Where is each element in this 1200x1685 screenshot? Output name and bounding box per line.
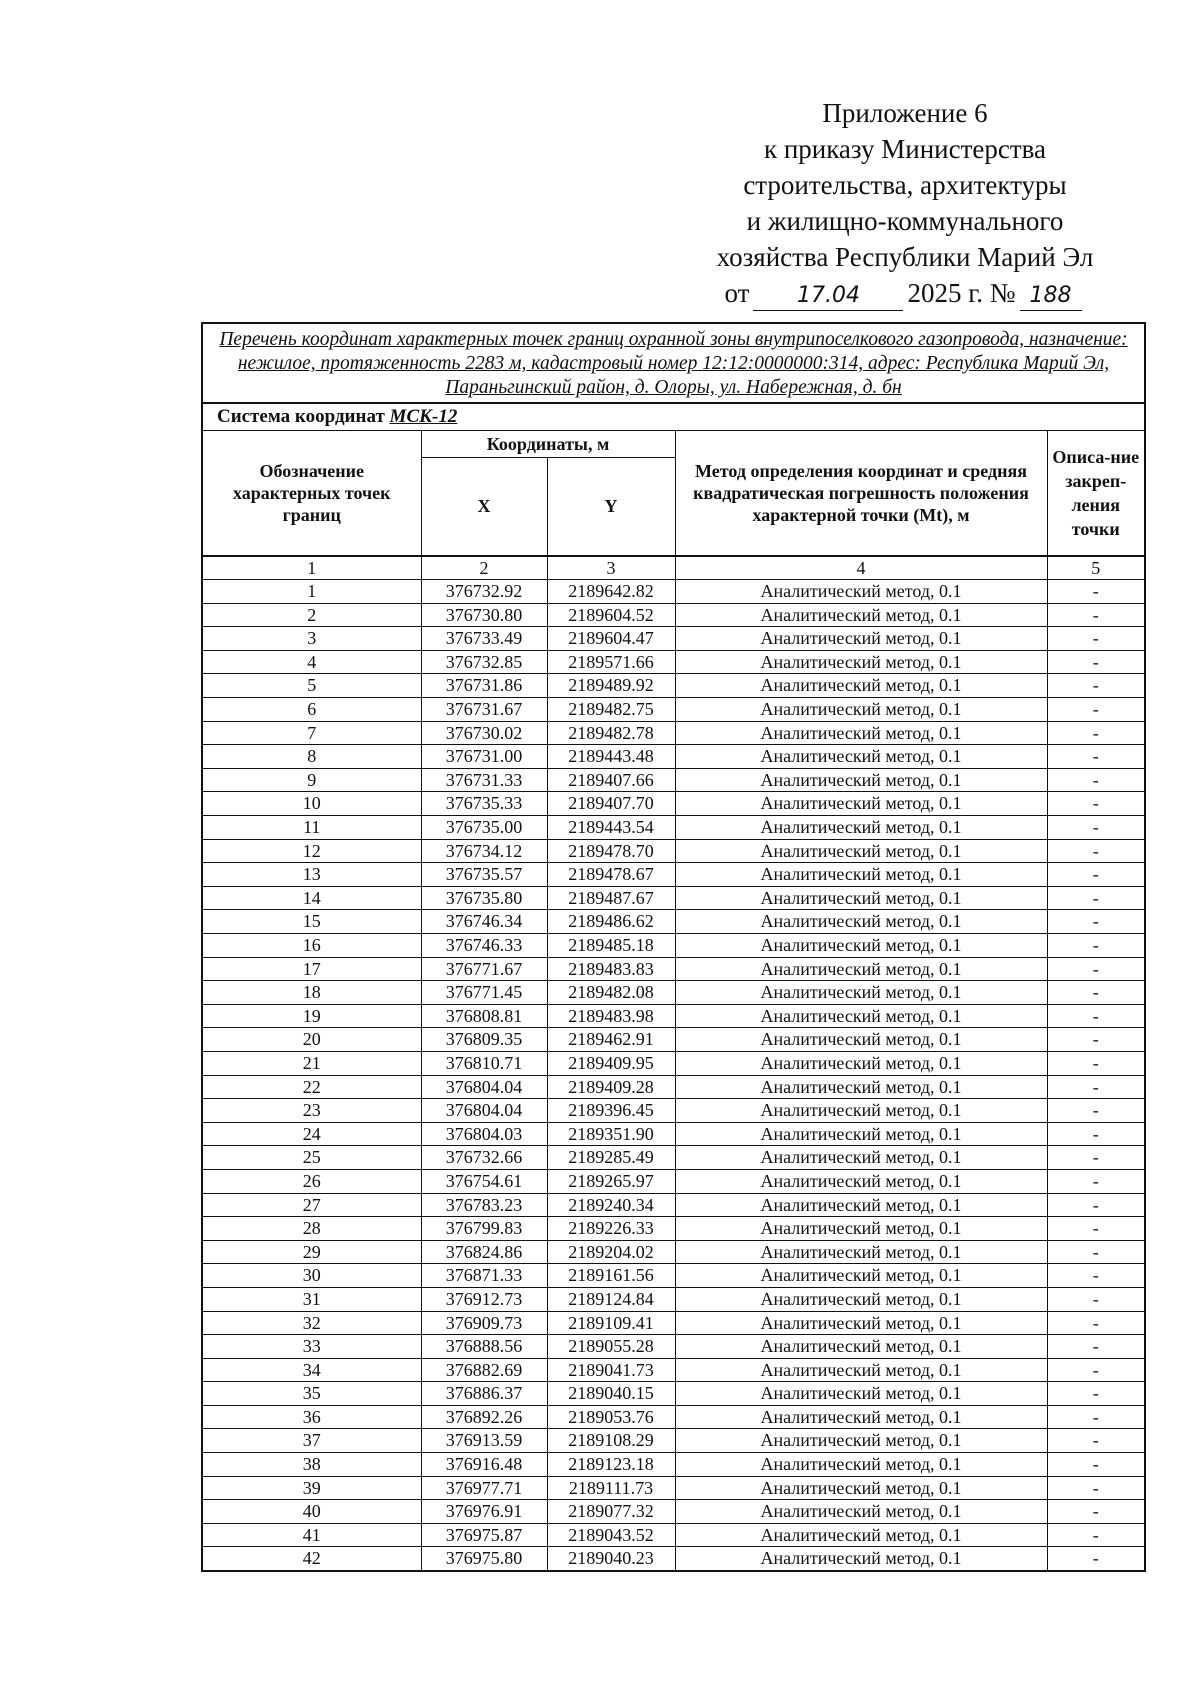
y-coordinate-cell: 2189407.66: [547, 768, 675, 792]
y-coordinate-cell: 2189482.75: [547, 698, 675, 722]
method-cell: Аналитический метод, 0.1: [675, 839, 1047, 863]
point-number-cell: 19: [203, 1004, 421, 1028]
method-cell: Аналитический метод, 0.1: [675, 603, 1047, 627]
y-coordinate-cell: 2189482.08: [547, 981, 675, 1005]
point-number-cell: 40: [203, 1500, 421, 1524]
table-row: [203, 698, 1144, 722]
table-row: [203, 1453, 1144, 1477]
point-number-cell: 16: [203, 934, 421, 958]
point-number-cell: 31: [203, 1287, 421, 1311]
coordinates-table-frame: [201, 322, 1146, 1572]
table-row: [203, 1382, 1144, 1406]
y-coordinate-cell: 2189487.67: [547, 886, 675, 910]
method-cell: Аналитический метод, 0.1: [675, 580, 1047, 604]
x-coordinate-cell: 376735.57: [421, 863, 547, 887]
y-coordinate-cell: 2189478.67: [547, 863, 675, 887]
description-cell: -: [1047, 603, 1144, 627]
point-number-cell: 30: [203, 1264, 421, 1288]
description-cell: -: [1047, 981, 1144, 1005]
table-row: [203, 1500, 1144, 1524]
description-cell: -: [1047, 1075, 1144, 1099]
y-coordinate-cell: 2189396.45: [547, 1099, 675, 1123]
description-cell: -: [1047, 1146, 1144, 1170]
table-row: [203, 1358, 1144, 1382]
description-cell: -: [1047, 1193, 1144, 1217]
point-number-cell: 34: [203, 1358, 421, 1382]
order-date-handwritten: 17.04: [753, 282, 903, 311]
description-cell: -: [1047, 1500, 1144, 1524]
y-coordinate-cell: 2189077.32: [547, 1500, 675, 1524]
y-coordinate-cell: 2189041.73: [547, 1358, 675, 1382]
x-coordinate-cell: 376735.00: [421, 816, 547, 840]
method-cell: Аналитический метод, 0.1: [675, 1075, 1047, 1099]
table-row: [203, 886, 1144, 910]
description-cell: -: [1047, 1122, 1144, 1146]
y-coordinate-cell: 2189409.28: [547, 1075, 675, 1099]
description-cell: -: [1047, 1004, 1144, 1028]
point-number-cell: 38: [203, 1453, 421, 1477]
method-cell: Аналитический метод, 0.1: [675, 792, 1047, 816]
table-row: [203, 863, 1144, 887]
method-cell: Аналитический метод, 0.1: [675, 934, 1047, 958]
point-number-cell: 1: [203, 580, 421, 604]
y-coordinate-cell: 2189204.02: [547, 1240, 675, 1264]
description-cell: -: [1047, 1453, 1144, 1477]
x-coordinate-cell: 376824.86: [421, 1240, 547, 1264]
point-number-cell: 26: [203, 1169, 421, 1193]
description-cell: -: [1047, 934, 1144, 958]
point-number-cell: 27: [203, 1193, 421, 1217]
point-number-cell: 20: [203, 1028, 421, 1052]
point-number-cell: 24: [203, 1122, 421, 1146]
method-cell: Аналитический метод, 0.1: [675, 957, 1047, 981]
x-coordinate-cell: 376731.00: [421, 745, 547, 769]
y-coordinate-cell: 2189483.83: [547, 957, 675, 981]
x-coordinate-cell: 376804.03: [421, 1122, 547, 1146]
method-cell: Аналитический метод, 0.1: [675, 1193, 1047, 1217]
y-coordinate-cell: 2189483.98: [547, 1004, 675, 1028]
col-number: 5: [1047, 556, 1144, 580]
description-cell: -: [1047, 816, 1144, 840]
description-cell: -: [1047, 1476, 1144, 1500]
y-coordinate-cell: 2189043.52: [547, 1523, 675, 1547]
point-number-cell: 7: [203, 721, 421, 745]
point-number-cell: 12: [203, 839, 421, 863]
description-cell: -: [1047, 1311, 1144, 1335]
table-row: [203, 1217, 1144, 1241]
col-number: 1: [203, 556, 421, 580]
method-cell: Аналитический метод, 0.1: [675, 1146, 1047, 1170]
method-cell: Аналитический метод, 0.1: [675, 1264, 1047, 1288]
table-row: [203, 1193, 1144, 1217]
description-cell: -: [1047, 910, 1144, 934]
description-cell: -: [1047, 1264, 1144, 1288]
point-number-cell: 29: [203, 1240, 421, 1264]
header-method: Метод определения координат и средняя квадратическая погрешность положения характерной точки (Mt), м: [675, 431, 1047, 556]
y-coordinate-cell: 2189108.29: [547, 1429, 675, 1453]
x-coordinate-cell: 376810.71: [421, 1051, 547, 1075]
point-number-cell: 25: [203, 1146, 421, 1170]
y-coordinate-cell: 2189124.84: [547, 1287, 675, 1311]
x-coordinate-cell: 376731.67: [421, 698, 547, 722]
description-cell: -: [1047, 792, 1144, 816]
point-number-cell: 36: [203, 1405, 421, 1429]
point-number-cell: 22: [203, 1075, 421, 1099]
col-number: 3: [547, 556, 675, 580]
method-cell: Аналитический метод, 0.1: [675, 1405, 1047, 1429]
x-coordinate-cell: 376886.37: [421, 1382, 547, 1406]
method-cell: Аналитический метод, 0.1: [675, 886, 1047, 910]
x-coordinate-cell: 376913.59: [421, 1429, 547, 1453]
method-cell: Аналитический метод, 0.1: [675, 1028, 1047, 1052]
description-cell: -: [1047, 721, 1144, 745]
method-cell: Аналитический метод, 0.1: [675, 1051, 1047, 1075]
table-row: [203, 839, 1144, 863]
header-description: Описа-ние закреп-ления точки: [1047, 431, 1144, 556]
method-cell: Аналитический метод, 0.1: [675, 1547, 1047, 1570]
method-cell: Аналитический метод, 0.1: [675, 1335, 1047, 1359]
x-coordinate-cell: 376804.04: [421, 1099, 547, 1123]
header-line: строительства, архитектуры: [743, 170, 1067, 200]
header-x: X: [421, 458, 547, 556]
y-coordinate-cell: 2189123.18: [547, 1453, 675, 1477]
table-row: [203, 674, 1144, 698]
x-coordinate-cell: 376975.87: [421, 1523, 547, 1547]
method-cell: Аналитический метод, 0.1: [675, 627, 1047, 651]
x-coordinate-cell: 376735.33: [421, 792, 547, 816]
x-coordinate-cell: 376977.71: [421, 1476, 547, 1500]
description-cell: -: [1047, 1051, 1144, 1075]
col-number: 4: [675, 556, 1047, 580]
y-coordinate-cell: 2189604.52: [547, 603, 675, 627]
header-coords: Координаты, м: [421, 431, 675, 458]
method-cell: Аналитический метод, 0.1: [675, 1287, 1047, 1311]
col-number: 2: [421, 556, 547, 580]
description-cell: -: [1047, 1429, 1144, 1453]
description-cell: -: [1047, 1217, 1144, 1241]
x-coordinate-cell: 376909.73: [421, 1311, 547, 1335]
coordinate-system: [203, 404, 1144, 431]
appendix-header: [690, 95, 1120, 311]
y-coordinate-cell: 2189053.76: [547, 1405, 675, 1429]
x-coordinate-cell: 376976.91: [421, 1500, 547, 1524]
y-coordinate-cell: 2189407.70: [547, 792, 675, 816]
point-number-cell: 3: [203, 627, 421, 651]
description-cell: -: [1047, 886, 1144, 910]
x-coordinate-cell: 376746.34: [421, 910, 547, 934]
point-number-cell: 32: [203, 1311, 421, 1335]
method-cell: Аналитический метод, 0.1: [675, 1169, 1047, 1193]
description-cell: -: [1047, 745, 1144, 769]
date-prefix: от: [724, 278, 750, 308]
description-cell: -: [1047, 839, 1144, 863]
x-coordinate-cell: 376975.80: [421, 1547, 547, 1570]
y-coordinate-cell: 2189040.23: [547, 1547, 675, 1570]
x-coordinate-cell: 376733.49: [421, 627, 547, 651]
x-coordinate-cell: 376735.80: [421, 886, 547, 910]
x-coordinate-cell: 376882.69: [421, 1358, 547, 1382]
table-row: [203, 1264, 1144, 1288]
point-number-cell: 11: [203, 816, 421, 840]
table-row: [203, 580, 1144, 604]
table-row: [203, 792, 1144, 816]
header-y: Y: [547, 458, 675, 556]
table-row: [203, 745, 1144, 769]
x-coordinate-cell: 376808.81: [421, 1004, 547, 1028]
table-row: [203, 721, 1144, 745]
x-coordinate-cell: 376731.86: [421, 674, 547, 698]
method-cell: Аналитический метод, 0.1: [675, 1122, 1047, 1146]
point-number-cell: 37: [203, 1429, 421, 1453]
y-coordinate-cell: 2189642.82: [547, 580, 675, 604]
point-number-cell: 5: [203, 674, 421, 698]
description-cell: -: [1047, 650, 1144, 674]
x-coordinate-cell: 376732.92: [421, 580, 547, 604]
table-row: [203, 603, 1144, 627]
coordinates-table: [203, 431, 1144, 1570]
point-number-cell: 21: [203, 1051, 421, 1075]
x-coordinate-cell: 376732.85: [421, 650, 547, 674]
method-cell: Аналитический метод, 0.1: [675, 1217, 1047, 1241]
description-cell: -: [1047, 863, 1144, 887]
description-cell: -: [1047, 1028, 1144, 1052]
point-number-cell: 23: [203, 1099, 421, 1123]
point-number-cell: 15: [203, 910, 421, 934]
point-number-cell: 8: [203, 745, 421, 769]
method-cell: Аналитический метод, 0.1: [675, 650, 1047, 674]
y-coordinate-cell: 2189604.47: [547, 627, 675, 651]
method-cell: Аналитический метод, 0.1: [675, 816, 1047, 840]
table-title: [203, 324, 1144, 404]
order-number-handwritten: 188: [1020, 282, 1082, 311]
point-number-cell: 18: [203, 981, 421, 1005]
x-coordinate-cell: 376771.45: [421, 981, 547, 1005]
table-row: [203, 1335, 1144, 1359]
x-coordinate-cell: 376746.33: [421, 934, 547, 958]
description-cell: -: [1047, 1547, 1144, 1570]
table-row: [203, 1476, 1144, 1500]
y-coordinate-cell: 2189486.62: [547, 910, 675, 934]
table-row: [203, 627, 1144, 651]
y-coordinate-cell: 2189443.48: [547, 745, 675, 769]
table-row: [203, 1405, 1144, 1429]
table-row: [203, 934, 1144, 958]
method-cell: Аналитический метод, 0.1: [675, 910, 1047, 934]
x-coordinate-cell: 376871.33: [421, 1264, 547, 1288]
point-number-cell: 6: [203, 698, 421, 722]
x-coordinate-cell: 376916.48: [421, 1453, 547, 1477]
point-number-cell: 28: [203, 1217, 421, 1241]
x-coordinate-cell: 376809.35: [421, 1028, 547, 1052]
column-numbers-row: [203, 556, 1144, 580]
point-number-cell: 35: [203, 1382, 421, 1406]
coordinate-system-label: Система координат: [217, 406, 385, 427]
table-row: [203, 816, 1144, 840]
method-cell: Аналитический метод, 0.1: [675, 1004, 1047, 1028]
point-number-cell: 4: [203, 650, 421, 674]
description-cell: -: [1047, 1358, 1144, 1382]
description-cell: -: [1047, 1169, 1144, 1193]
table-row: [203, 1004, 1144, 1028]
table-row: [203, 768, 1144, 792]
description-cell: -: [1047, 698, 1144, 722]
point-number-cell: 41: [203, 1523, 421, 1547]
point-number-cell: 9: [203, 768, 421, 792]
table-row: [203, 1075, 1144, 1099]
method-cell: Аналитический метод, 0.1: [675, 1099, 1047, 1123]
method-cell: Аналитический метод, 0.1: [675, 1476, 1047, 1500]
point-number-cell: 42: [203, 1547, 421, 1570]
method-cell: Аналитический метод, 0.1: [675, 1453, 1047, 1477]
x-coordinate-cell: 376731.33: [421, 768, 547, 792]
x-coordinate-cell: 376771.67: [421, 957, 547, 981]
method-cell: Аналитический метод, 0.1: [675, 981, 1047, 1005]
table-row: [203, 1523, 1144, 1547]
method-cell: Аналитический метод, 0.1: [675, 768, 1047, 792]
method-cell: Аналитический метод, 0.1: [675, 1311, 1047, 1335]
point-number-cell: 13: [203, 863, 421, 887]
table-row: [203, 1099, 1144, 1123]
x-coordinate-cell: 376783.23: [421, 1193, 547, 1217]
description-cell: -: [1047, 1287, 1144, 1311]
method-cell: Аналитический метод, 0.1: [675, 1523, 1047, 1547]
table-row: [203, 1311, 1144, 1335]
x-coordinate-cell: 376799.83: [421, 1217, 547, 1241]
x-coordinate-cell: 376730.80: [421, 603, 547, 627]
x-coordinate-cell: 376912.73: [421, 1287, 547, 1311]
table-row: [203, 1122, 1144, 1146]
table-title-text: Перечень координат характерных точек границ охранной зоны внутрипоселкового газопровода, назначение: нежилое, протяженность 2283 м, кадастровый номер 12:12:0000000:314, адрес: Республика Марий Эл, Параньгинский район, д. Олоры, ул. Набережная, д. бн: [219, 329, 1128, 398]
table-row: [203, 650, 1144, 674]
y-coordinate-cell: 2189409.95: [547, 1051, 675, 1075]
y-coordinate-cell: 2189161.56: [547, 1264, 675, 1288]
method-cell: Аналитический метод, 0.1: [675, 1382, 1047, 1406]
x-coordinate-cell: 376888.56: [421, 1335, 547, 1359]
method-cell: Аналитический метод, 0.1: [675, 863, 1047, 887]
y-coordinate-cell: 2189040.15: [547, 1382, 675, 1406]
table-row: [203, 1429, 1144, 1453]
description-cell: -: [1047, 580, 1144, 604]
method-cell: Аналитический метод, 0.1: [675, 698, 1047, 722]
point-number-cell: 10: [203, 792, 421, 816]
table-row: [203, 1287, 1144, 1311]
header-line: и жилищно-коммунального: [746, 206, 1064, 236]
x-coordinate-cell: 376730.02: [421, 721, 547, 745]
y-coordinate-cell: 2189482.78: [547, 721, 675, 745]
method-cell: Аналитический метод, 0.1: [675, 1358, 1047, 1382]
table-row: [203, 910, 1144, 934]
x-coordinate-cell: 376804.04: [421, 1075, 547, 1099]
y-coordinate-cell: 2189443.54: [547, 816, 675, 840]
y-coordinate-cell: 2189240.34: [547, 1193, 675, 1217]
point-number-cell: 33: [203, 1335, 421, 1359]
method-cell: Аналитический метод, 0.1: [675, 1429, 1047, 1453]
y-coordinate-cell: 2189485.18: [547, 934, 675, 958]
coordinate-system-value: МСК-12: [389, 406, 458, 427]
description-cell: -: [1047, 768, 1144, 792]
description-cell: -: [1047, 1335, 1144, 1359]
y-coordinate-cell: 2189351.90: [547, 1122, 675, 1146]
header-line: хозяйства Республики Марий Эл: [716, 242, 1094, 272]
description-cell: -: [1047, 1382, 1144, 1406]
description-cell: -: [1047, 1523, 1144, 1547]
y-coordinate-cell: 2189109.41: [547, 1311, 675, 1335]
header-line: к приказу Министерства: [763, 134, 1047, 164]
y-coordinate-cell: 2189571.66: [547, 650, 675, 674]
method-cell: Аналитический метод, 0.1: [675, 721, 1047, 745]
table-row: [203, 957, 1144, 981]
table-row: [203, 1240, 1144, 1264]
table-row: [203, 1547, 1144, 1570]
year-text: 2025 г. №: [907, 278, 1016, 308]
x-coordinate-cell: 376734.12: [421, 839, 547, 863]
y-coordinate-cell: 2189478.70: [547, 839, 675, 863]
table-row: [203, 1169, 1144, 1193]
order-date-line: [690, 275, 1120, 311]
y-coordinate-cell: 2189285.49: [547, 1146, 675, 1170]
description-cell: -: [1047, 627, 1144, 651]
description-cell: -: [1047, 1099, 1144, 1123]
y-coordinate-cell: 2189111.73: [547, 1476, 675, 1500]
description-cell: -: [1047, 1405, 1144, 1429]
y-coordinate-cell: 2189226.33: [547, 1217, 675, 1241]
x-coordinate-cell: 376754.61: [421, 1169, 547, 1193]
method-cell: Аналитический метод, 0.1: [675, 745, 1047, 769]
point-number-cell: 17: [203, 957, 421, 981]
method-cell: Аналитический метод, 0.1: [675, 1500, 1047, 1524]
table-row: [203, 1028, 1144, 1052]
table-row: [203, 981, 1144, 1005]
header-line: Приложение 6: [822, 98, 988, 128]
description-cell: -: [1047, 1240, 1144, 1264]
method-cell: Аналитический метод, 0.1: [675, 674, 1047, 698]
table-row: [203, 1146, 1144, 1170]
header-point: Обозначение характерных точек границ: [203, 431, 421, 556]
x-coordinate-cell: 376732.66: [421, 1146, 547, 1170]
description-cell: -: [1047, 957, 1144, 981]
x-coordinate-cell: 376892.26: [421, 1405, 547, 1429]
y-coordinate-cell: 2189489.92: [547, 674, 675, 698]
point-number-cell: 14: [203, 886, 421, 910]
method-cell: Аналитический метод, 0.1: [675, 1240, 1047, 1264]
y-coordinate-cell: 2189265.97: [547, 1169, 675, 1193]
table-row: [203, 1051, 1144, 1075]
description-cell: -: [1047, 674, 1144, 698]
point-number-cell: 39: [203, 1476, 421, 1500]
y-coordinate-cell: 2189055.28: [547, 1335, 675, 1359]
y-coordinate-cell: 2189462.91: [547, 1028, 675, 1052]
point-number-cell: 2: [203, 603, 421, 627]
